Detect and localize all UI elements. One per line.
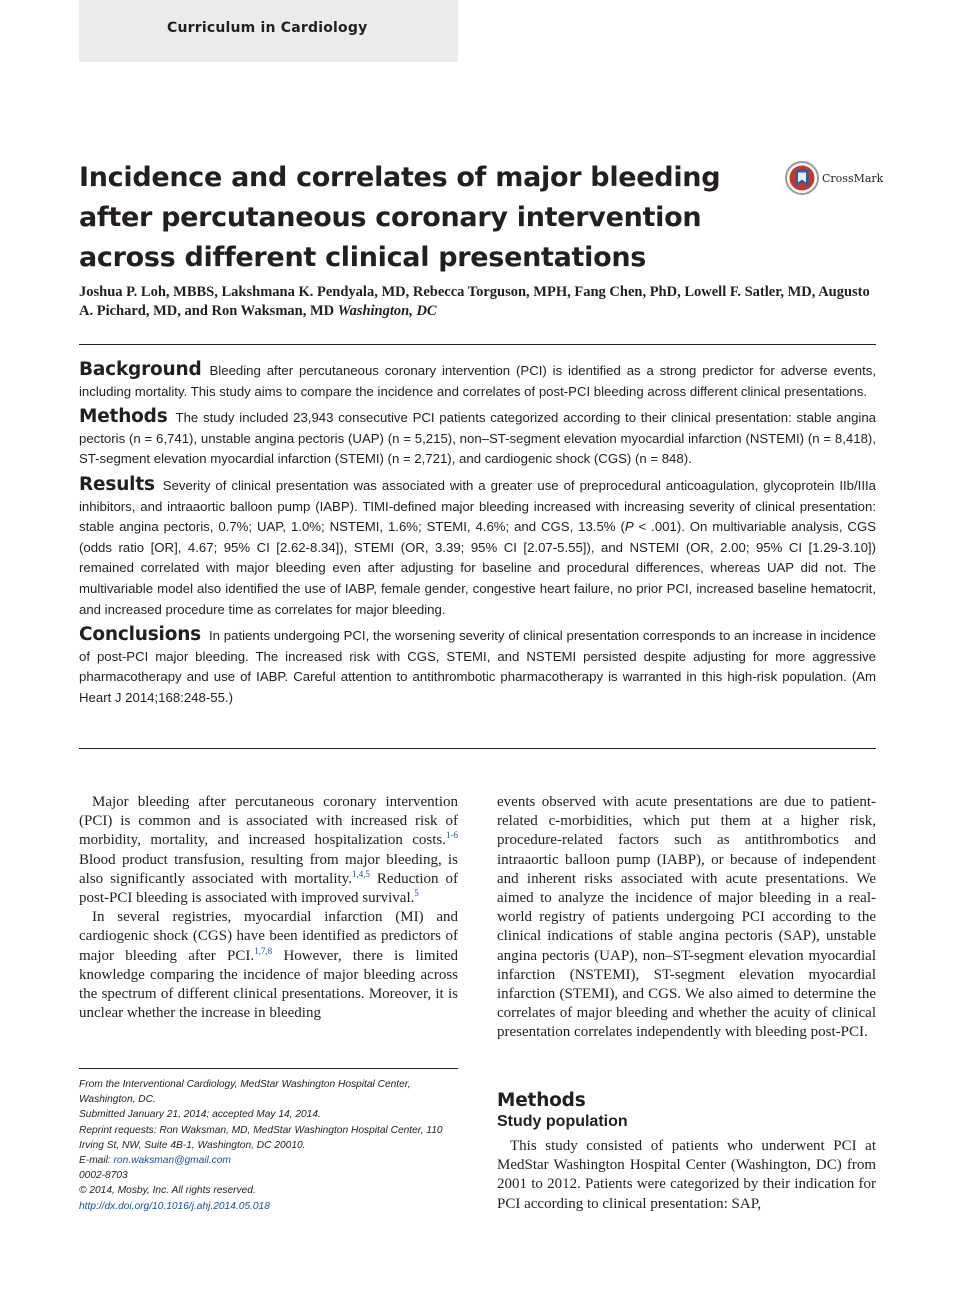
crossmark-badge[interactable]	[785, 160, 883, 196]
abstract-methods-heading: Methods	[79, 406, 168, 428]
abstract-background-text: Bleeding after percutaneous coronary intervention (PCI) is identified as a strong predictor for adverse events, including mortality. This study aims to compare the incidence and correlates of post-PCI bleeding across different clinical presentations.	[79, 363, 876, 399]
footnote-rule	[79, 1068, 458, 1069]
abstract-results	[79, 475, 876, 620]
intro-text: Reduction of post-PCI bleeding is associated with improved survival.	[79, 870, 458, 907]
citation-link[interactable]: 5	[414, 888, 419, 899]
crossmark-icon	[785, 161, 819, 195]
abstract-bottom-rule	[79, 748, 876, 749]
citation-link[interactable]: 1,4,5	[351, 868, 370, 879]
abstract-top-rule	[79, 344, 876, 345]
footnote-submitted: Submitted January 21, 2014; accepted May 14, 2014.	[79, 1109, 321, 1121]
footnote-copyright: © 2014, Mosby, Inc. All rights reserved.	[79, 1185, 256, 1197]
footnote-reprint: Reprint requests: Ron Waksman, MD, MedStar Washington Hospital Center, 110 Irving St, NW, Suite 4B-1, Washington, DC 20010.	[79, 1124, 443, 1151]
study-population-heading: Study population	[497, 1113, 628, 1130]
body-right-column	[497, 793, 876, 1043]
abstract-results-heading: Results	[79, 473, 155, 495]
email-link[interactable]: ron.waksman@gmail.com	[113, 1155, 231, 1167]
doi-link[interactable]: http://dx.doi.org/10.1016/j.ahj.2014.05.018	[79, 1200, 270, 1212]
footnotes	[79, 1077, 458, 1214]
section-tag	[79, 0, 458, 62]
section-label: Curriculum in Cardiology	[167, 20, 368, 36]
intro-text: Blood product transfusion, resulting from major bleeding, is also significantly associated with mortality.	[79, 851, 458, 887]
methods-heading: Methods	[497, 1090, 586, 1111]
methods-paragraph-1: This study consisted of patients who underwent PCI at MedStar Washington Hospital Center (Washington, DC) from 2001 to 2012. Patients were categorized by their indication for PCI according to clinical presentation: SAP,	[497, 1138, 876, 1212]
footnote-email	[79, 1153, 458, 1168]
abstract	[79, 360, 876, 714]
intro-paragraph-2	[79, 908, 458, 1023]
intro-text: Major bleeding after percutaneous coronary intervention (PCI) is common and is associated with increased risk of morbidity, mortality, and increased hospitalization costs.	[79, 794, 458, 849]
article-title: Incidence and correlates of major bleeding after percutaneous coronary intervention across different clinical presentations	[79, 162, 721, 273]
body-left-column	[79, 793, 458, 1023]
footnote-affiliation: From the Interventional Cardiology, MedStar Washington Hospital Center, Washington, DC.	[79, 1079, 411, 1106]
author-list	[79, 283, 879, 321]
author-names: Joshua P. Loh, MBBS, Lakshmana K. Pendyala, MD, Rebecca Torguson, MPH, Fang Chen, PhD, Lowell F. Satler, MD, Augusto A. Pichard, MD, and Ron Waksman, MD	[79, 284, 870, 319]
abstract-background-heading: Background	[79, 359, 202, 380]
methods-text-block	[497, 1137, 876, 1214]
intro-paragraph-1	[79, 793, 458, 908]
abstract-results-text: Severity of clinical presentation was associated with a greater use of preprocedural anticoagulation, glycoprotein IIb/IIIa inhibitors, and intraaortic balloon pump (IABP). TIMI-defined major bleeding increased with increasing severity of clinical presentation: stable angina pectoris, 0.7%; UAP, 1.0%; NSTEMI, 1.6%; STEMI, 4.6%; and CGS, 13.5% (	[79, 477, 876, 535]
email-label: E-mail:	[79, 1155, 114, 1167]
citation-link[interactable]: 1-6	[446, 830, 458, 841]
abstract-conclusions	[79, 625, 876, 708]
abstract-conclusions-text: In patients undergoing PCI, the worsening severity of clinical presentation corresponds to an increase in incidence of post-PCI major bleeding. The increased risk with CGS, STEMI, and NSTEMI persisted despite adjusting for more aggressive pharmacotherapy and use of IABP. Careful attention to antithrombotic pharmacotherapy is warranted in this high-risk population. (Am Heart J 2014;168:248-55.)	[79, 628, 876, 705]
intro-text: However, there is limited knowledge comparing the incidence of major bleeding across the spectrum of different clinical presentations. Moreover, it is unclear whether the increase in bleeding	[79, 947, 458, 1022]
intro-text: In several registries, myocardial infarction (MI) and cardiogenic shock (CGS) have been identified as predictors of major bleeding after PCI.	[79, 909, 458, 964]
abstract-background	[79, 360, 876, 402]
abstract-conclusions-heading: Conclusions	[79, 624, 201, 646]
citation-link[interactable]: 1,7,8	[254, 945, 273, 956]
abstract-methods-text: The study included 23,943 consecutive PCI patients categorized according to their clinical presentation: stable angina pectoris (n = 6,741), unstable angina pectoris (UAP) (n = 5,215), non–ST-segment elevation myocardial infarction (NSTEMI) (n = 8,418), ST-segment elevation myocardial infarction (STEMI) (n = 2,721), and cardiogenic shock (CGS) (n = 848).	[79, 410, 876, 467]
crossmark-label: CrossMark	[822, 171, 884, 185]
footnote-issn: 0002-8703	[79, 1170, 128, 1182]
author-location: Washington, DC	[337, 303, 437, 319]
abstract-results-text-cont: < .001). On multivariable analysis, CGS (odds ratio [OR], 4.67; 95% CI [2.62-8.34]), STEMI (OR, 3.39; 95% CI [2.07-5.55]), and NSTEMI (OR, 2.00; 95% CI [1.29-3.10]) remained correlated with major bleeding even after adjusting for baseline and procedural differences, whereas UAP did not. The multivariable model also identified the use of IABP, female gender, congestive heart failure, no prior PCI, increased baseline hematocrit, and increased procedure time as correlates for major bleeding.	[79, 519, 876, 617]
intro-paragraph-cont: events observed with acute presentations are due to patient-related c-morbidities, which put them at a higher risk, procedure-related factors such as antithrombotics and intraaortic balloon pump (IABP), or because of independent and inherent risks associated with acute presentations. We aimed to analyze the incidence of major bleeding in a real-world registry of patients undergoing PCI according to the clinical indications of stable angina pectoris (SAP), unstable angina pectoris (UAP), non–ST-segment elevation myocardial infarction (NSTEMI), ST-segment elevation myocardial infarction (STEMI), and CGS. We also aimed to determine the correlates of major bleeding and whether the acuity of clinical presentation correlates independently with bleeding post-PCI.	[497, 794, 876, 1041]
abstract-methods	[79, 407, 876, 470]
p-value-symbol: P	[624, 519, 634, 535]
